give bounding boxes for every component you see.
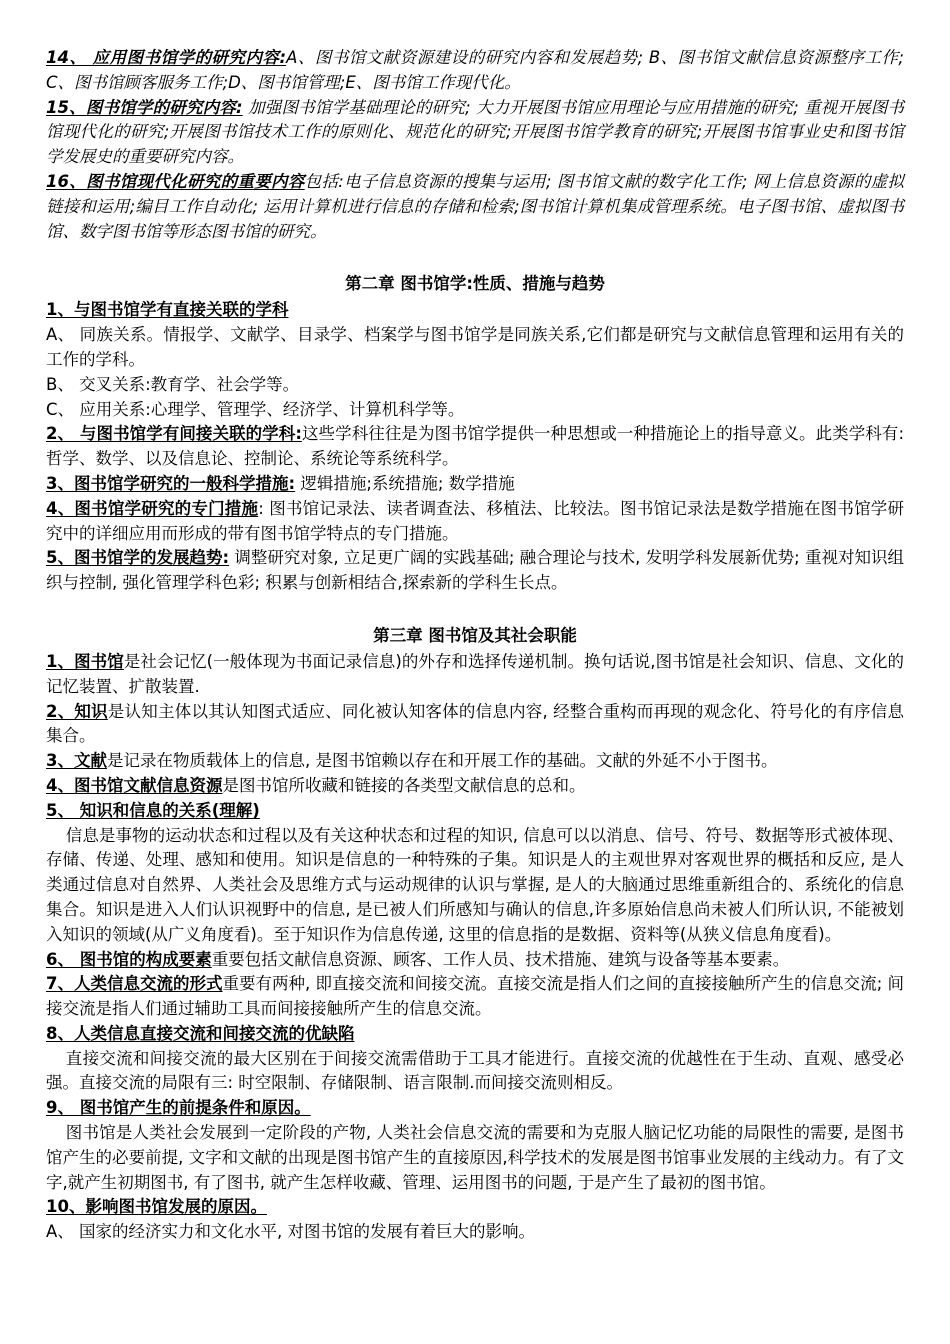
item-heading: 15、图书馆学的研究内容:	[46, 97, 243, 117]
paragraph-text: 这些学科往往是为图书馆学提供一种思想或一种措施论上的指导意义。此类学科有: 哲学、数学、以及信息论、控制论、系统论等系统科学。	[46, 424, 905, 469]
section-item	[46, 1096, 904, 1121]
item-heading: 2、 与图书馆学有间接关联的学科:	[46, 424, 302, 444]
section-item	[46, 46, 904, 96]
section-item	[46, 749, 904, 774]
section-item	[46, 799, 904, 824]
section-item	[46, 422, 904, 472]
item-heading: 5、 知识和信息的关系(理解)	[46, 800, 260, 820]
section-item	[46, 96, 904, 170]
item-heading: 4、图书馆文献信息资源	[46, 775, 223, 795]
paragraph-text: 图书馆是人类社会发展到一定阶段的产物, 人类社会信息交流的需要和为克服人脑记忆功能的局限性的需要, 是图书馆产生的必要前提, 文字和文献的出现是图书馆产生的直接原因,科学技术的发展是图书馆事业发展的主线动力。有了文字,就产生初期图书, 有了图书, 就产生怎样收藏、管理、运用图书的问题, 于是产生了最初的图书馆。	[46, 1123, 904, 1192]
paragraph-text: A、 国家的经济实力和文化水平, 对图书馆的发展有着巨大的影响。	[46, 1222, 536, 1242]
paragraph-text: 加强图书馆学基础理论的研究; 大力开展图书馆应用理论与应用措施的研究; 重视开展图书馆现代化的研究;开展图书馆技术工作的原则化、规范化的研究;开展图书馆学教育的研究;开展图书馆事业史和图书馆学发展史的重要研究内容。	[46, 97, 905, 167]
paragraph-text: A、图书馆文献资源建设的研究内容和发展趋势; B、图书馆文献信息资源整序工作;C、图书馆顾客服务工作;D、图书馆管理;E、图书馆工作现代化。	[46, 48, 904, 92]
item-heading: 9、 图书馆产生的前提条件和原因。	[46, 1098, 311, 1118]
item-heading: 4、图书馆学研究的专门措施	[46, 498, 259, 518]
section-item	[46, 700, 904, 750]
section-item	[46, 774, 904, 799]
paragraph	[46, 323, 904, 373]
item-heading: 3、文献	[46, 751, 107, 771]
paragraph-text: 是社会记忆(一般体现为书面记录信息)的外存和选择传递机制。换句话说,图书馆是社会知识、信息、文化的记忆装置、扩散装置.	[46, 651, 905, 696]
section-item	[46, 170, 904, 244]
paragraph-text: 重要包括文献信息资源、顾客、工作人员、技术措施、建筑与设备等基本要素。	[211, 949, 790, 969]
paragraph-text: C、 应用关系:心理学、管理学、经济学、计算机科学等。	[46, 399, 465, 419]
paragraph	[46, 1121, 904, 1195]
chapter-heading: 第三章 图书馆及其社会职能	[373, 625, 577, 645]
section-item	[46, 1022, 904, 1047]
paragraph-text: B、 交叉关系:教育学、社会学等。	[46, 374, 300, 394]
paragraph-text: 是记录在物质载体上的信息, 是图书馆赖以存在和开展工作的基础。文献的外延不小于图书。	[106, 751, 778, 771]
paragraph-text: 重要有两种, 即直接交流和间接交流。直接交流是指人们之间的直接接触所产生的信息交流; 间接交流是指人们通过辅助工具而间接接触所产生的信息交流。	[46, 974, 904, 1019]
section-item	[46, 1195, 904, 1220]
paragraph	[46, 824, 904, 948]
paragraph	[46, 398, 904, 423]
section-item	[46, 546, 904, 596]
item-heading: 2、知识	[46, 701, 108, 721]
paragraph-text: 调整研究对象, 立足更广阔的实践基础; 融合理论与技术, 发明学科发展新优势; 重视对知识组织与控制, 强化管理学科色彩; 积累与创新相结合,探索新的学科生长点。	[46, 548, 904, 593]
item-heading: 1、图书馆	[46, 651, 124, 671]
item-heading: 14、 应用图书馆学的研究内容:	[46, 48, 287, 67]
item-heading: 1、与图书馆学有直接关联的学科	[46, 300, 289, 320]
chapter-heading: 第二章 图书馆学:性质、措施与趋势	[345, 274, 605, 294]
section-item	[46, 472, 904, 497]
item-heading: 3、图书馆学研究的一般科学措施:	[46, 473, 296, 493]
item-heading: 7、人类信息交流的形式	[46, 974, 223, 994]
paragraph-text: 是图书馆所收藏和链接的各类型文献信息的总和。	[222, 775, 586, 795]
paragraph	[46, 1220, 904, 1245]
paragraph-text: 直接交流和间接交流的最大区别在于间接交流需借助于工具才能进行。直接交流的优越性在于生动、直观、感受必强。直接交流的局限有三: 时空限制、存储限制、语言限制.而间接交流则相反。	[46, 1048, 904, 1093]
document-page	[46, 46, 904, 1245]
section-item	[46, 948, 904, 973]
item-heading: 10、影响图书馆发展的原因。	[46, 1197, 267, 1217]
section-item	[46, 497, 904, 547]
section-item	[46, 650, 904, 700]
item-heading: 6、 图书馆的构成要素	[46, 949, 212, 969]
section-item	[46, 972, 904, 1022]
item-heading: 5、图书馆学的发展趋势:	[46, 548, 230, 568]
paragraph-text: : 图书馆记录法、读者调查法、移植法、比较法。图书馆记录法是数学措施在图书馆学研究中的详细应用而形成的带有图书馆学特点的专门措施。	[46, 498, 904, 543]
paragraph-text: 包括:电子信息资源的搜集与运用; 图书馆文献的数字化工作; 网上信息资源的虚拟链接和运用;编目工作自动化; 运用计算机进行信息的存储和检索;图书馆计算机集成管理系统。电子图书馆、虚拟图书馆、数字图书馆等形态图书馆的研究。	[46, 171, 905, 241]
paragraph	[46, 1047, 904, 1097]
paragraph-text: A、 同族关系。情报学、文献学、目录学、档案学与图书馆学是同族关系,它们都是研究与文献信息管理和运用有关的工作的学科。	[46, 325, 904, 369]
item-heading: 16、图书馆现代化研究的重要内容	[46, 171, 305, 191]
paragraph-text: 信息是事物的运动状态和过程以及有关这种状态和过程的知识, 信息可以以消息、信号、符号、数据等形式被体现、存储、传递、处理、感知和使用。知识是信息的一种特殊的子集。知识是人的主观世界对客观世界的概括和反应, 是人类通过信息对自然界、人类社会及思维方式与运动规律的认识与掌握, 是人的大脑通过思维重新组合的、系统化的信息集合。知识是进入人们认识视野中的信息, 是已被人们所感知与确认的信息,许多原始信息尚未被人们所认识, 不能被划入知识的领域(从广义角度看)。至于知识作为信息传递, 这里的信息指的是数据、资料等(从狭义信息角度看)。	[46, 825, 904, 944]
paragraph-text: 逻辑措施;系统措施; 数学措施	[295, 473, 515, 493]
item-heading: 8、人类信息直接交流和间接交流的优缺陷	[46, 1023, 355, 1043]
paragraph	[46, 373, 904, 398]
section-item	[46, 298, 904, 323]
paragraph-text: 是认知主体以其认知图式适应、同化被认知客体的信息内容, 经整合重构而再现的观念化、符号化的有序信息集合。	[46, 701, 905, 746]
